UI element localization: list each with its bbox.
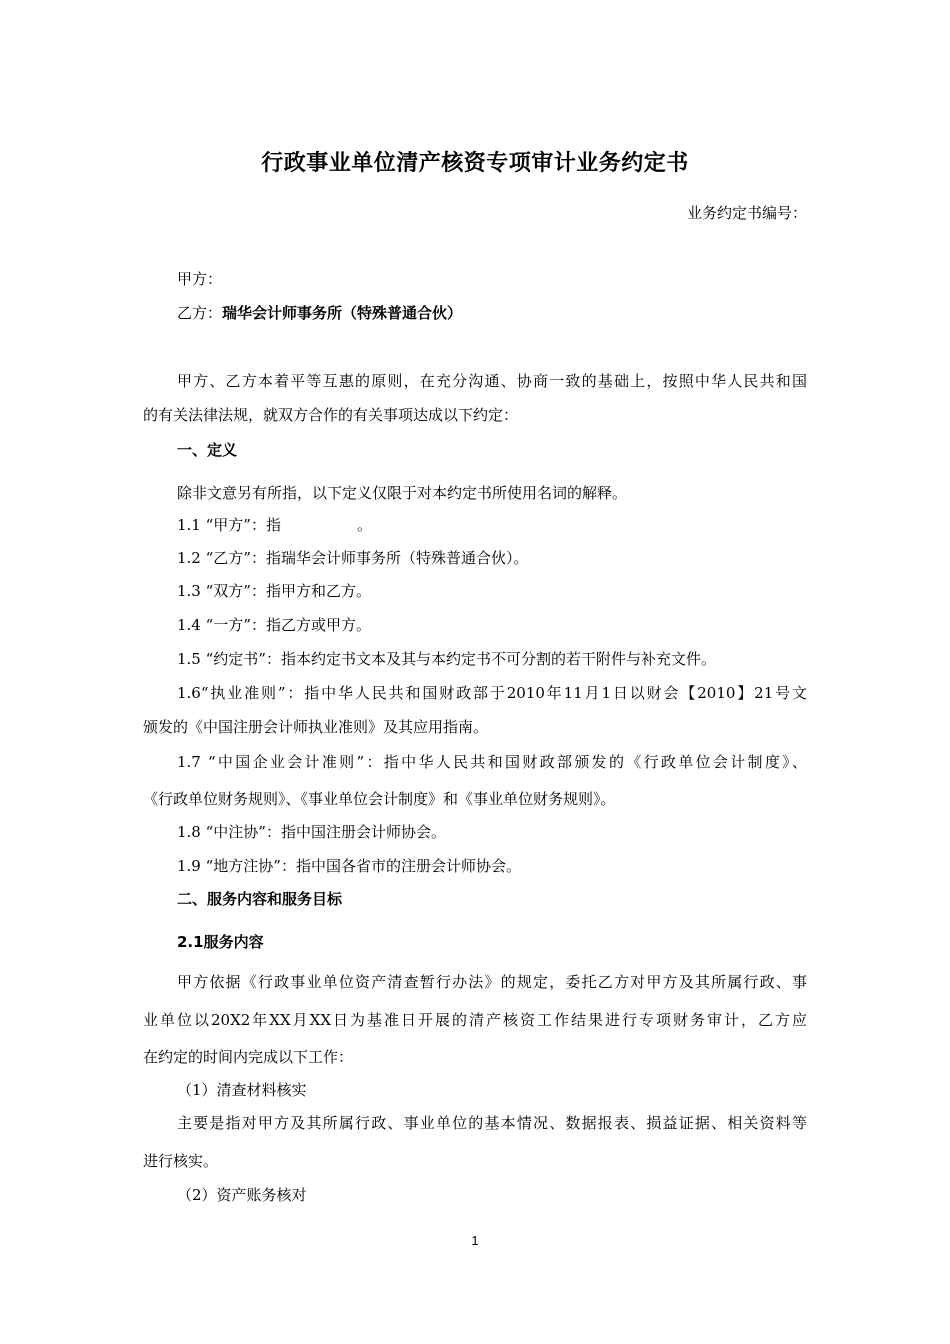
item-1-line-2: 进行核实。 xyxy=(143,1152,219,1170)
party-b-name: 瑞华会计师事务所（特殊普通合伙） xyxy=(222,304,463,322)
definition-1-9: 1.9 “地方注协”：指中国各省市的注册会计师协会。 xyxy=(177,857,521,875)
section1-heading: 一、定义 xyxy=(177,441,238,459)
definition-1-1-end: 。 xyxy=(356,516,372,534)
definition-1-1-text: 1.1 “甲方”：指 xyxy=(177,516,281,534)
section2-1-line-2: 业单位以20X2年XX月XX日为基准日开展的清产核资工作结果进行专项财务审计，乙方应 xyxy=(143,1011,807,1029)
definition-1-8: 1.8 “中注协”：指中国注册会计师协会。 xyxy=(177,823,446,841)
section2-1-heading: 2.1服务内容 xyxy=(177,933,264,951)
party-b-line xyxy=(177,302,462,323)
document-title: 行政事业单位清产核资专项审计业务约定书 xyxy=(261,151,689,176)
item-2-heading: （2）资产账务核对 xyxy=(177,1186,307,1204)
doc-number-label: 业务约定书编号： xyxy=(686,204,807,222)
definition-1-7-line-2: 《行政单位财务规则》、《事业单位会计制度》和《事业单位财务规则》。 xyxy=(143,790,616,808)
intro-line-1: 甲方、乙方本着平等互惠的原则，在充分沟通、协商一致的基础上，按照中华人民共和国 xyxy=(177,372,807,390)
party-a-line xyxy=(177,268,222,289)
definition-1-5: 1.5 “约定书”：指本约定书文本及其与本约定书不可分割的若干附件与补充文件。 xyxy=(177,650,716,668)
definition-1-2: 1.2 “乙方”：指瑞华会计师事务所（特殊普通合伙）。 xyxy=(177,549,529,567)
definition-1-1 xyxy=(177,514,372,535)
intro-line-2: 的有关法律法规，就双方合作的有关事项达成以下约定： xyxy=(143,406,519,424)
section2-1-line-1: 甲方依据《行政事业单位资产清查暂行办法》的规定，委托乙方对甲方及其所属行政、事 xyxy=(177,973,807,991)
section2-1-line-3: 在约定的时间内完成以下工作： xyxy=(143,1048,354,1066)
party-a-label: 甲方： xyxy=(177,270,223,288)
section1-intro: 除非文意另有所指，以下定义仅限于对本约定书所使用名词的解释。 xyxy=(177,484,628,502)
definition-1-3: 1.3 “双方”：指甲方和乙方。 xyxy=(177,582,371,600)
definition-1-4: 1.4 “一方”：指乙方或甲方。 xyxy=(177,616,371,634)
definition-1-7-line-1: 1.7 “中国企业会计准则”：指中华人民共和国财政部颁发的《行政单位会计制度》、 xyxy=(177,753,807,771)
page-number: 1 xyxy=(471,1233,479,1248)
definition-1-6-line-1: 1.6“执业准则”：指中华人民共和国财政部于2010年11月1日以财会【2010】21号文 xyxy=(177,684,807,702)
item-1-heading: （1）清查材料核实 xyxy=(177,1081,307,1099)
party-b-label: 乙方： xyxy=(177,304,223,322)
definition-1-6-line-2: 颁发的《中国注册会计师执业准则》及其应用指南。 xyxy=(143,718,489,736)
item-1-line-1: 主要是指对甲方及其所属行政、事业单位的基本情况、数据报表、损益证据、相关资料等 xyxy=(177,1114,807,1132)
section2-heading: 二、服务内容和服务目标 xyxy=(177,890,343,908)
